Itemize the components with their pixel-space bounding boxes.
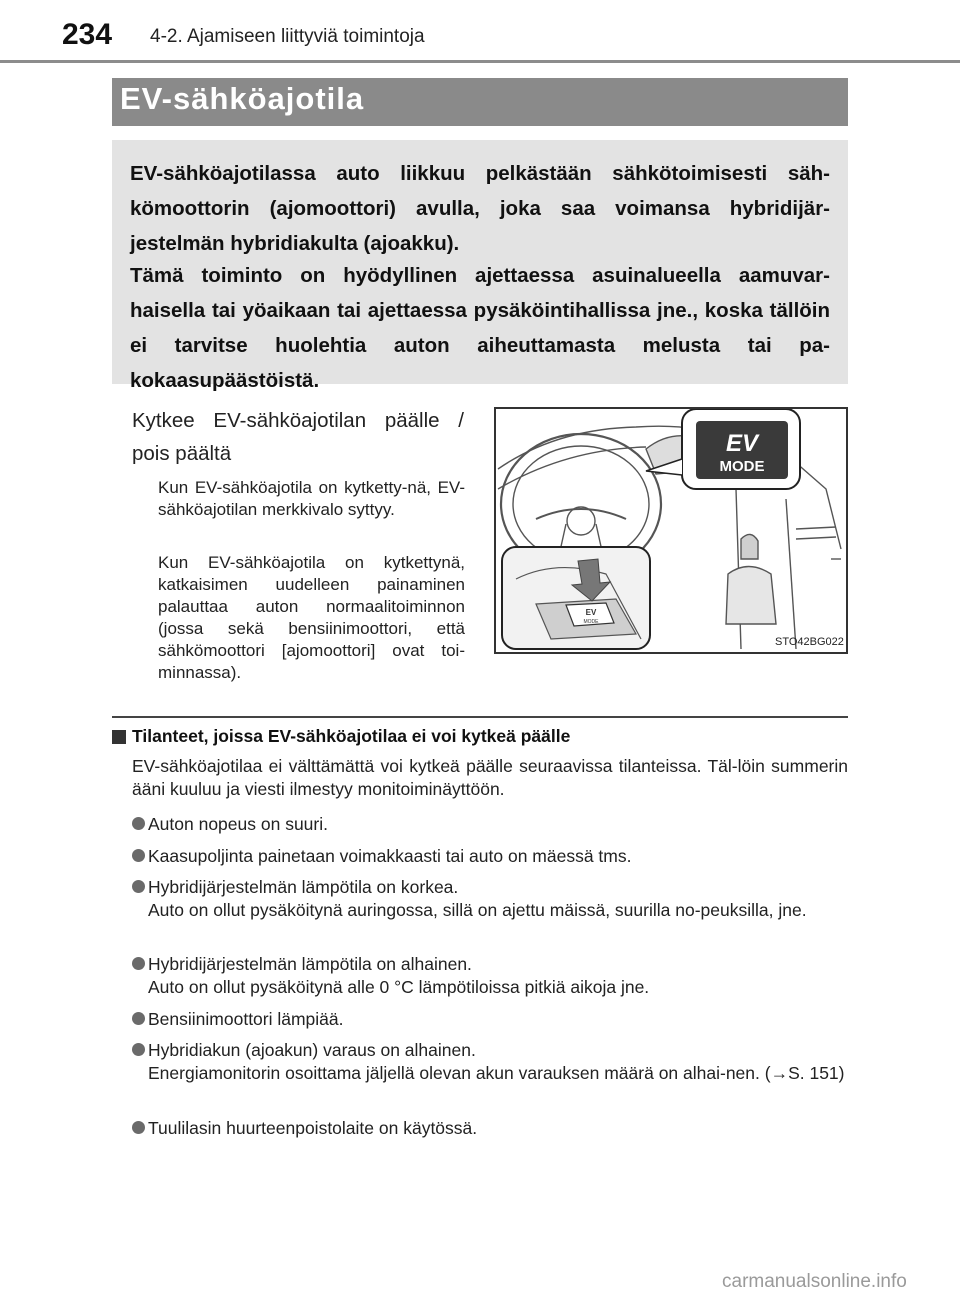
list-item-main: Kaasupoljinta painetaan voimakkaasti tai auto on mäessä tms.: [148, 846, 632, 866]
ev-badge-bottom-text: MODE: [719, 458, 765, 475]
list-item-main: Tuulilasin huurteenpoistolaite on käytössä.: [148, 1118, 478, 1138]
bullet-dot-icon: [132, 1012, 145, 1025]
dashboard-illustration: [494, 407, 848, 654]
bullet-dot-icon: [132, 880, 145, 893]
intro-paragraph-2: Tämä toiminto on hyödyllinen ajettaessa asuinalueella aamuvar-haisella tai yöaikaan tai ajettaessa pysäköintihallissa jne., koska tällöin ei tarvitse huolehtia auton aiheuttamasta melusta tai pa-kokaasupäästöistä.: [130, 264, 830, 392]
toggle-paragraph-2: Kun EV-sähköajotila on kytkettynä, katkaisimen uudelleen painaminen palauttaa auton normaalitoiminnon (jossa sekä bensiinimoottori, että sähkömoottori [ajomoottori] ovat toi-minnassa).: [158, 553, 465, 682]
page-number: 234: [62, 18, 113, 51]
header-divider: [0, 60, 960, 63]
list-item-main: Auton nopeus on suuri.: [148, 814, 328, 834]
bullet-dot-icon: [132, 957, 145, 970]
list-item-main: Hybridijärjestelmän lämpötila on korkea.: [148, 877, 459, 897]
list-item-detail: Auto on ollut pysäköitynä auringossa, sillä on ajettu mäissä, suurilla no-peuksilla, jne.: [148, 900, 807, 920]
square-bullet-icon: [112, 730, 126, 744]
list-item-main: Hybridiakun (ajoakun) varaus on alhainen.: [148, 1040, 476, 1060]
intro-paragraph-1: EV-sähköajotilassa auto liikkuu pelkästään sähkötoimisesti säh-kömoottorin (ajomoottori) avulla, joka saa voimansa hybridijär-jestelmän hybridiakulta (ajoakku).: [130, 162, 830, 255]
list-item: [132, 1039, 848, 1085]
list-item: [132, 845, 848, 868]
list-item-detail: Auto on ollut pysäköitynä alle 0 °C lämpötiloissa pitkiä aikoja jne.: [148, 977, 650, 997]
list-item: [132, 876, 848, 922]
list-item: [132, 1117, 848, 1140]
list-item: [132, 953, 848, 999]
dashboard-drawing: [496, 409, 846, 652]
ev-small-top-text: EV: [585, 608, 597, 617]
bullet-dot-icon: [132, 849, 145, 862]
bullet-dot-icon: [132, 1043, 145, 1056]
ev-badge-top-text: EV: [725, 430, 759, 457]
list-item-main: Hybridijärjestelmän lämpötila on alhainen.: [148, 954, 472, 974]
section-title: EV-sähköajotila: [120, 81, 365, 116]
bullet-dot-icon: [132, 1121, 145, 1134]
content-divider: [112, 716, 848, 718]
illustration-code: STO42BG022: [775, 636, 844, 648]
ev-small-bottom-text: MODE: [583, 619, 599, 625]
watermark-text: carmanualsonline.info: [722, 1271, 907, 1292]
list-item-detail: Energiamonitorin osoittama jäljellä olevan akun varauksen määrä on alhai-nen. (→S. 151): [148, 1063, 845, 1083]
list-item-main: Bensiinimoottori lämpiää.: [148, 1009, 344, 1029]
bullet-dot-icon: [132, 817, 145, 830]
list-item: [132, 813, 848, 836]
toggle-paragraph-1: Kun EV-sähköajotila on kytketty-nä, EV-sähköajotilan merkkivalo syttyy.: [158, 478, 465, 519]
list-item: [132, 1008, 848, 1031]
toggle-heading: Kytkee EV-sähköajotilan päälle / pois päältä: [132, 409, 464, 465]
conditions-intro: EV-sähköajotilaa ei välttämättä voi kytkeä päälle seuraavissa tilanteissa. Täl-löin summerin ääni kuuluu ja viesti ilmestyy monitoiminäyttöön.: [132, 756, 848, 799]
chapter-title: 4-2. Ajamiseen liittyviä toimintoja: [150, 26, 425, 47]
conditions-heading: Tilanteet, joissa EV-sähköajotilaa ei voi kytkeä päälle: [132, 726, 571, 746]
